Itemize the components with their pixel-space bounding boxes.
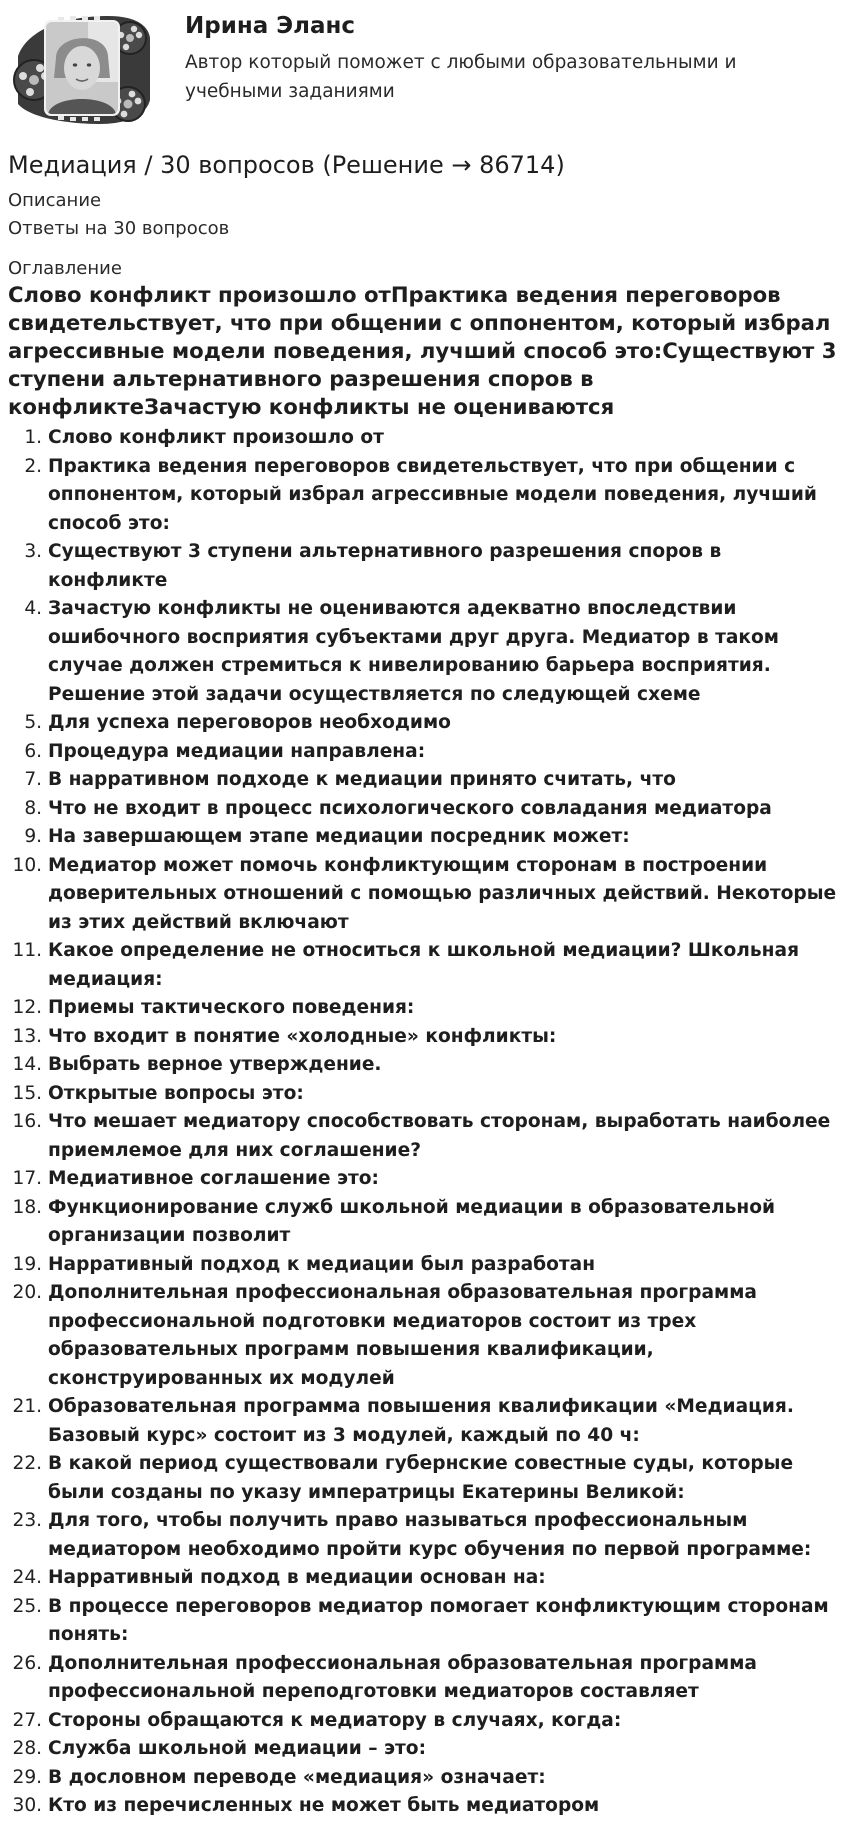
question-item[interactable]: 17. Медиативное соглашение это:: [48, 1165, 840, 1194]
question-item[interactable]: 18. Функционирование служб школьной медиации в образовательной организации позволит: [48, 1194, 840, 1251]
question-item[interactable]: 7. В нарративном подходе к медиации принято считать, что: [48, 766, 840, 795]
question-item[interactable]: 19. Нарративный подход к медиации был разработан: [48, 1251, 840, 1280]
question-item[interactable]: 20. Дополнительная профессиональная образовательная программа профессиональной подготовки медиаторов состоит из трех образовательных программ повышения квалификации, сконструированных их модулей: [48, 1279, 840, 1393]
question-item[interactable]: 25. В процессе переговоров медиатор помогает конфликтующим сторонам понять:: [48, 1593, 840, 1650]
question-item[interactable]: 6. Процедура медиации направлена:: [48, 738, 840, 767]
question-item[interactable]: 2. Практика ведения переговоров свидетельствует, что при общении с оппонентом, который избрал агрессивные модели поведения, лучший способ это:: [48, 453, 840, 539]
question-item[interactable]: 29. В дословном переводе «медиация» означает:: [48, 1764, 840, 1793]
author-name[interactable]: Ирина Эланс: [185, 13, 356, 39]
question-item[interactable]: 24. Нарративный подход в медиации основан на:: [48, 1564, 840, 1593]
question-item[interactable]: 21. Образовательная программа повышения квалификации «Медиация. Базовый курс» состоит из 3 модулей, каждый по 40 ч:: [48, 1393, 840, 1450]
question-item[interactable]: 1. Слово конфликт произошло от: [48, 424, 840, 453]
question-list: [0, 424, 840, 1821]
question-item[interactable]: 26. Дополнительная профессиональная образовательная программа профессиональной переподготовки медиаторов составляет: [48, 1650, 840, 1707]
author-card: [0, 0, 847, 140]
question-item[interactable]: 5. Для успеха переговоров необходимо: [48, 709, 840, 738]
toc-summary: Слово конфликт произошло отПрактика ведения переговоров свидетельствует, что при общении с оппонентом, который избрал агрессивные модели поведения, лучший способ это:Существуют 3 ступени альтернативного разрешения споров в конфликтеЗачастую конфликты не оцениваются: [8, 282, 837, 419]
author-avatar[interactable]: [8, 8, 156, 129]
question-item[interactable]: 23. Для того, чтобы получить право называться профессиональным медиатором необходимо пройти курс обучения по первой программе:: [48, 1507, 840, 1564]
question-item[interactable]: 12. Приемы тактического поведения:: [48, 994, 840, 1023]
description-text: Ответы на 30 вопросов: [8, 218, 230, 239]
question-item[interactable]: 15. Открытые вопросы это:: [48, 1080, 840, 1109]
question-item[interactable]: 13. Что входит в понятие «холодные» конфликты:: [48, 1023, 840, 1052]
question-item[interactable]: 3. Существуют 3 ступени альтернативного разрешения споров в конфликте: [48, 538, 840, 595]
question-item[interactable]: 8. Что не входит в процесс психологического совладания медиатора: [48, 795, 840, 824]
question-item[interactable]: 9. На завершающем этапе медиации посредник может:: [48, 823, 840, 852]
question-item[interactable]: 22. В какой период существовали губернские совестные суды, которые были созданы по указу императрицы Екатерины Великой:: [48, 1450, 840, 1507]
author-bio: Автор который поможет с любыми образовательными и учебными заданиями: [185, 52, 737, 102]
question-item[interactable]: 14. Выбрать верное утверждение.: [48, 1051, 840, 1080]
question-item[interactable]: 4. Зачастую конфликты не оцениваются адекватно впоследствии ошибочного восприятия субъектами друг друга. Медиатор в таком случае должен стремиться к нивелированию барьера восприятия. Решение этой задачи осуществляется по следующей схеме: [48, 595, 840, 709]
question-item[interactable]: 10. Медиатор может помочь конфликтующим сторонам в построении доверительных отношений с помощью различных действий. Некоторые из этих действий включают: [48, 852, 840, 938]
question-item[interactable]: 28. Служба школьной медиации – это:: [48, 1735, 840, 1764]
question-item[interactable]: 27. Стороны обращаются к медиатору в случаях, когда:: [48, 1707, 840, 1736]
document-title: Медиация / 30 вопросов (Решение → 86714): [8, 151, 565, 179]
question-item[interactable]: 11. Какое определение не относиться к школьной медиации? Школьная медиация:: [48, 937, 840, 994]
question-item[interactable]: 30. Кто из перечисленных не может быть медиатором: [48, 1792, 840, 1821]
film-reel-portrait-avatar-icon: [8, 8, 156, 129]
toc-label: Оглавление: [8, 258, 122, 279]
question-item[interactable]: 16. Что мешает медиатору способствовать сторонам, выработать наиболее приемлемое для них соглашение?: [48, 1108, 840, 1165]
description-label: Описание: [8, 190, 102, 211]
